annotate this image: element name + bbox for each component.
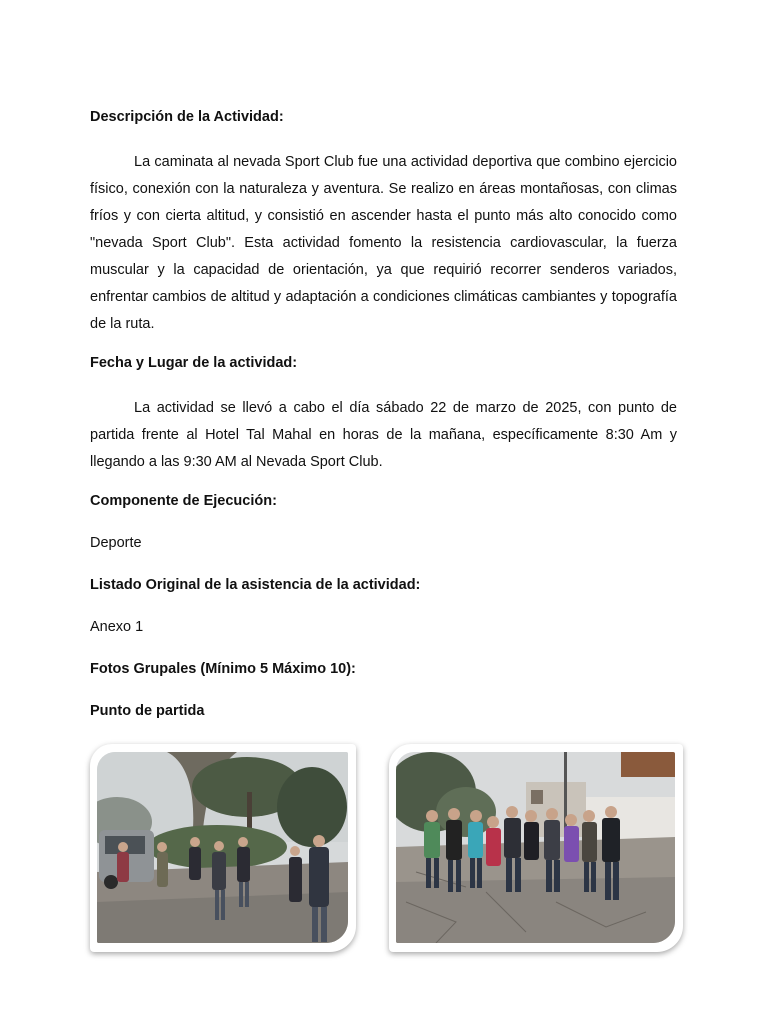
group-photo-start-left bbox=[90, 744, 356, 952]
componente-value: Deporte bbox=[90, 535, 142, 551]
group-photo-start-right bbox=[389, 744, 683, 952]
heading-componente: Componente de Ejecución: bbox=[90, 493, 277, 509]
paragraph-fecha-lugar: La actividad se llevó a cabo el día sábado 22 de marzo de 2025, con punto de partida frente al Hotel Tal Mahal en horas de la mañana, específicamente 8:30 Am y llegando a las 9:30 AM al Nevada Sport Club. bbox=[90, 400, 677, 470]
paragraph-descripcion: La caminata al nevada Sport Club fue una actividad deportiva que combino ejercicio físico, conexión con la naturaleza y aventura. Se realizo en áreas montañosas, con climas fríos y con cierta altitud, y consistió en ascender hasta el punto más alto conocido como "nevada Sport Club". Esta actividad fomento la resistencia cardiovascular, la fuerza muscular y la capacidad de orientación, ya que requirió recorrer senderos variados, enfrentar cambios de altitud y adaptación a condiciones climáticas cambiantes y topografía de la ruta. bbox=[90, 154, 677, 332]
heading-descripcion: Descripción de la Actividad: bbox=[90, 109, 284, 125]
group-photo-left-image bbox=[97, 752, 348, 943]
document-page bbox=[90, 107, 677, 743]
heading-punto-partida: Punto de partida bbox=[90, 703, 205, 719]
listado-value: Anexo 1 bbox=[90, 619, 144, 635]
group-photo-right-image bbox=[396, 752, 675, 943]
heading-fecha-lugar: Fecha y Lugar de la actividad: bbox=[90, 355, 298, 371]
heading-fotos-grupales: Fotos Grupales (Mínimo 5 Máximo 10): bbox=[90, 661, 356, 677]
heading-listado: Listado Original de la asistencia de la actividad: bbox=[90, 577, 421, 593]
